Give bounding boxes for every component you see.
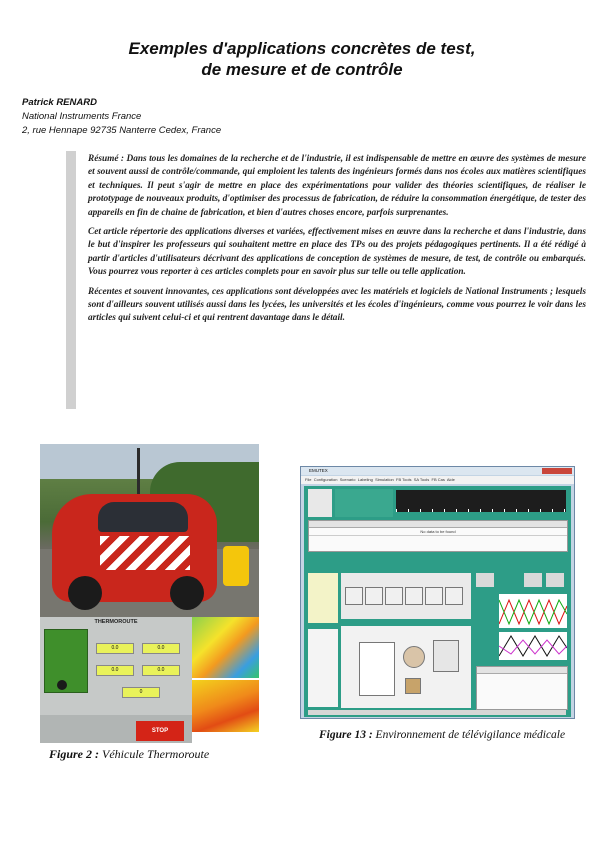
menu-item: Simulation xyxy=(375,477,394,482)
zoom-button xyxy=(546,573,564,587)
figure-2-caption-text: Véhicule Thermoroute xyxy=(102,747,210,761)
table-furniture xyxy=(403,646,425,668)
device-tile xyxy=(385,587,403,605)
abstract-paragraph-1: Résumé : Dans tous les domaines de la recherche et de l'industrie, il est indispensable de mettre en œuvre des systèmes de mesure et souvent aussi de contrôle/commande, qui emploient les talents des ingénieurs formés dans nos écoles aux matières scientifiques et techniques. Il peut s'agir de mettre en place des expérimentations pour valider des théories scientifiques, de réaliser le prototypage de nouveaux produits, d'optimiser des processus de fabrication, de réduire la consommation énergétique, de tester des appareils en fin de chaine de fabrication, et bien d'autres choses encore, parfois surprenantes. xyxy=(88,154,586,218)
photo-windshield xyxy=(98,502,188,532)
app-menu-bar xyxy=(301,476,574,484)
author-address: 2, rue Hennape 92735 Nanterre Cedex, France xyxy=(22,125,222,136)
signal-timeline xyxy=(396,490,566,512)
thermoroute-panel xyxy=(40,617,192,743)
status-bar xyxy=(308,710,566,715)
figure-2-caption xyxy=(49,747,209,762)
figure-2-label: Figure 2 : xyxy=(49,747,100,761)
paper-title xyxy=(0,38,604,80)
menu-item: Labeling xyxy=(357,477,373,482)
waveform-1-graphic xyxy=(499,594,567,628)
thermal-image-top xyxy=(192,617,259,678)
panel-value: 0.0 xyxy=(96,643,134,654)
author-name: Patrick RENARD xyxy=(22,97,97,108)
room xyxy=(433,640,459,672)
timeline-ticks xyxy=(396,509,566,512)
menu-item: FB Tools xyxy=(396,477,412,482)
figure-2 xyxy=(40,444,259,743)
photo-wheel-left xyxy=(68,576,102,610)
figure-13-caption-text: Environnement de télévigilance médicale xyxy=(375,729,566,741)
waveform-2-graphic xyxy=(499,632,567,660)
author-block xyxy=(22,96,221,138)
menu-item: File xyxy=(305,477,312,482)
event-table-header xyxy=(309,521,567,528)
title-line-2: de mesure et de contrôle xyxy=(201,60,403,79)
panel-values xyxy=(92,637,188,701)
panel-title: THERMOROUTE xyxy=(94,619,138,625)
furniture xyxy=(405,678,421,694)
sensor-button xyxy=(476,573,494,587)
photo-chevrons xyxy=(100,536,190,570)
location-table-header xyxy=(477,667,567,674)
zoom-button xyxy=(524,573,542,587)
photo-wheel-right xyxy=(170,576,204,610)
menu-item: Configuration xyxy=(313,477,338,482)
abstract-paragraph-2: Cet article répertorie des applications diverses et variées, effectivement mises en œuvre dans la recherche et dans l'industrie, dans le but d'inspirer les professeurs qui souhaitent mettre en place des TPs ou des projets pédagogiques pertinents. Il a été rédigé à partir d'articles d'utilisateurs décrivant des applications de conception de systèmes de mesure, de test, de contrôle ou embarqués. Vous pourrez vous reporter à ces articles complets pour en savoir plus sur telle ou telle application. xyxy=(88,227,586,278)
device-tile xyxy=(365,587,383,605)
sound-control xyxy=(308,489,332,517)
subject-panel xyxy=(308,629,338,707)
figure-13 xyxy=(300,466,575,719)
figure-13-caption xyxy=(319,729,565,741)
abstract-box xyxy=(66,151,586,409)
window-controls xyxy=(542,468,572,474)
app-body xyxy=(304,486,571,717)
photo-sensor xyxy=(223,546,249,586)
panel-value: 0.0 xyxy=(96,665,134,676)
floor-plan xyxy=(341,626,471,708)
panel-value: 0.0 xyxy=(142,643,180,654)
window-title: EMUTEX xyxy=(309,468,328,473)
menu-item: FB Cas xyxy=(431,477,445,482)
panel-value: 0.0 xyxy=(142,665,180,676)
device-tile xyxy=(425,587,443,605)
title-line-1: Exemples d'applications concrètes de test, xyxy=(128,39,476,58)
stop-button: STOP xyxy=(136,721,184,741)
panel-control-box xyxy=(44,629,88,693)
event-table xyxy=(308,520,568,552)
room xyxy=(359,642,395,696)
source-options xyxy=(335,489,393,517)
event-table-row: No data to be found xyxy=(309,529,567,536)
figure-13-label: Figure 13 : xyxy=(319,729,373,741)
device-tile xyxy=(405,587,423,605)
multiple-panel xyxy=(308,573,338,623)
panel-value: 0 xyxy=(122,687,160,698)
abstract-paragraph-3: Récentes et souvent innovantes, ces applications sont développées avec les matériels et logiciels de National Instruments ; lesquels sont d'ailleurs souvent utilisés aussi dans les lycées, les universités et les écoles d'ingénieurs, comme vous pourrez le voir dans les articles qui suivent celui-ci et qui rentrent davantage dans le détail. xyxy=(88,286,586,324)
vehicle-photo xyxy=(40,444,259,617)
photo-antenna xyxy=(137,448,140,498)
menu-item: SA Tools xyxy=(413,477,430,482)
menu-item: Aide xyxy=(446,477,455,482)
author-org: National Instruments France xyxy=(22,111,142,122)
thermal-image-bottom xyxy=(192,680,259,732)
menu-item: Scenario xyxy=(339,477,356,482)
panel-knob xyxy=(57,680,67,690)
devices-panel xyxy=(341,573,471,619)
location-table xyxy=(476,666,568,710)
device-tile xyxy=(345,587,363,605)
window-title-bar xyxy=(301,467,574,475)
waveform-chart-1 xyxy=(499,594,567,628)
device-tile xyxy=(445,587,463,605)
waveform-chart-2 xyxy=(499,632,567,660)
